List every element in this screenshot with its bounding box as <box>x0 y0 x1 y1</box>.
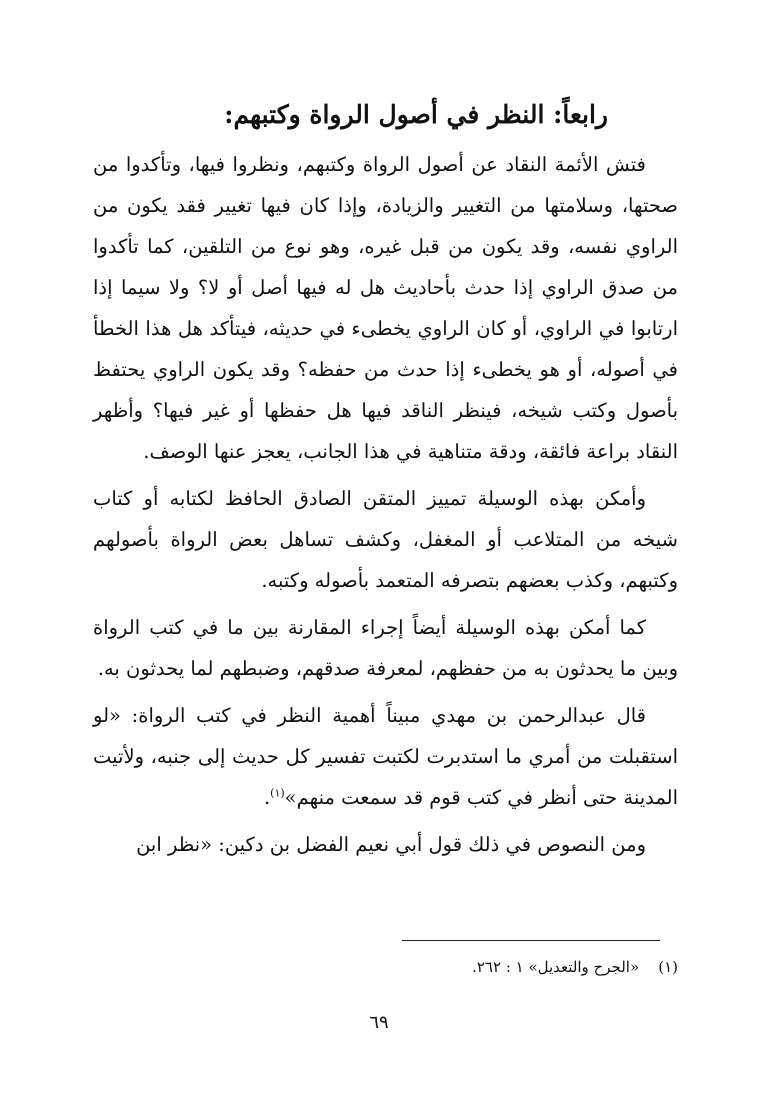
paragraph-4-text: قال عبدالرحمن بن مهدي مبيناً أهمية النظر في كتب الرواة: «لو استقبلت من أمري ما استدبرت لكتبت تفسير كل حديث إلى جنبه، ولأتيت المدينة حتى أنظر في كتب قوم قد سمعت منهم» <box>93 704 678 809</box>
footnote-text: «الجرح والتعديل» ١ : ٢٦٢. <box>472 958 640 976</box>
main-text <box>93 92 678 869</box>
paragraph-4: قال عبدالرحمن بن مهدي مبيناً أهمية النظر في كتب الرواة: «لو استقبلت من أمري ما استدبرت لكتبت تفسير كل حديث إلى جنبه، ولأتيت المدينة حتى أنظر في كتب قوم قد سمعت منهم»$^{(١)}$. <box>93 704 678 809</box>
section-heading: رابعاً: النظر في أصول الرواة وكتبهم: <box>224 100 608 129</box>
paragraph-2: وأمكن بهذه الوسيلة تمييز المتقن الصادق الحافظ لكتابه أو كتاب شيخه من المتلاعب أو المغفل، وكشف تساهل بعض الرواة بأصولهم وكتبهم، وكذب بعضهم بتصرفه المتعمد بأصوله وكتبه. <box>93 487 678 592</box>
paragraph-1: فتش الأئمة النقاد عن أصول الرواة وكتبهم، ونظروا فيها، وتأكدوا من صحتها، وسلامتها من التغيير والزيادة، وإذا كان فيها تغيير فقد يكون من الراوي نفسه، وقد يكون من قبل غيره، وهو نوع من التلقين، كما تأكدوا من صدق الراوي إذا حدث بأحاديث هل له فيها أصل أو لا؟ ولا سيما إذا ارتابوا في الراوي، أو كان الراوي يخطىء في حديثه، فيتأكد هل هذا الخطأ في أصوله، أو هو يخطىء إذا حدث من حفظه؟ وقد يكون الراوي يحتفظ بأصول وكتب شيخه، فينظر الناقد فيها هل حفظها أو غير فيها؟ وأظهر النقاد براعة فائقة، ودقة متناهية في هذا الجانب، يعجز عنها الوصف. <box>93 153 678 463</box>
paragraph-5: ومن النصوص في ذلك قول أبي نعيم الفضل بن دكين: «نظر ابن <box>136 833 646 856</box>
footnote-number: (١) <box>658 958 678 976</box>
footnote-divider <box>402 940 660 941</box>
footnote <box>93 958 678 976</box>
page-number: ٦٩ <box>369 1012 389 1033</box>
footnote-reference: (١) <box>270 786 285 800</box>
paragraph-3: كما أمكن بهذه الوسيلة أيضاً إجراء المقارنة بين ما في كتب الرواة وبين ما يحدثون به من حفظهم، لمعرفة صدقهم، وضبطهم لما يحدثون به. <box>93 616 678 680</box>
